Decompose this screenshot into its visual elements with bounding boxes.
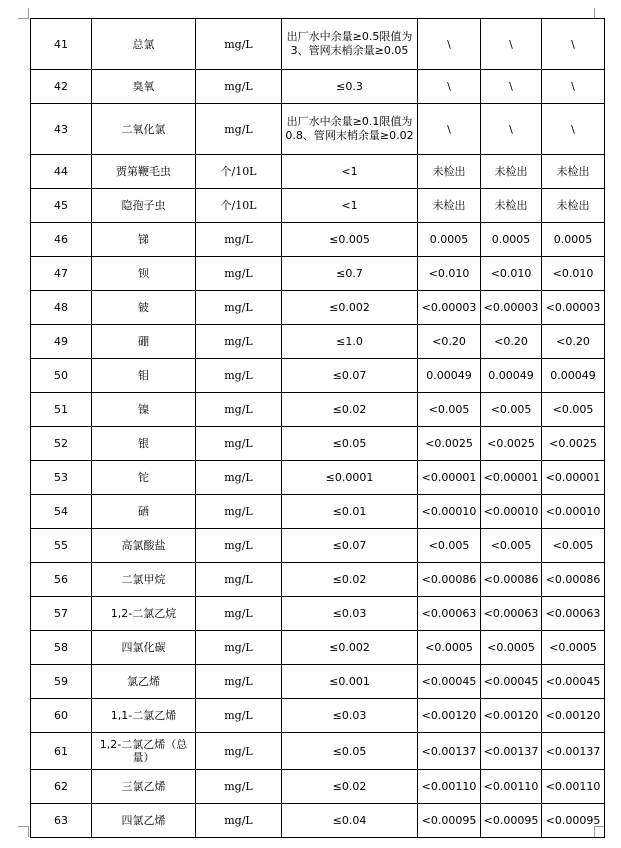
unit-cell: mg/L [196, 804, 282, 838]
result-cell-1: 未检出 [418, 155, 481, 189]
result-cell-1: \ [418, 104, 481, 155]
table-row [31, 563, 605, 597]
result-cell-2: <0.00086 [481, 563, 542, 597]
table-row [31, 665, 605, 699]
unit-cell: mg/L [196, 631, 282, 665]
unit-cell: mg/L [196, 325, 282, 359]
result-cell-1: <0.00110 [418, 770, 481, 804]
limit-cell: <1 [282, 189, 418, 223]
limit-cell: ≤0.02 [282, 770, 418, 804]
indicator-name-cell: 总氯 [92, 19, 196, 70]
table-row [31, 359, 605, 393]
table-row [31, 461, 605, 495]
limit-cell: ≤0.0001 [282, 461, 418, 495]
limit-cell: ≤0.3 [282, 70, 418, 104]
result-cell-2: <0.010 [481, 257, 542, 291]
result-cell-3: <0.00063 [542, 597, 605, 631]
result-cell-1: <0.00010 [418, 495, 481, 529]
result-cell-3: <0.0005 [542, 631, 605, 665]
result-cell-2: <0.00095 [481, 804, 542, 838]
limit-cell: ≤0.04 [282, 804, 418, 838]
table-row [31, 699, 605, 733]
row-number-cell: 58 [31, 631, 92, 665]
indicator-name-cell: 二氯甲烷 [92, 563, 196, 597]
result-cell-3: \ [542, 19, 605, 70]
unit-cell: mg/L [196, 699, 282, 733]
result-cell-1: <0.00120 [418, 699, 481, 733]
result-cell-3: <0.00120 [542, 699, 605, 733]
indicator-name-cell: 1,1-二氯乙烯 [92, 699, 196, 733]
limit-cell: ≤0.002 [282, 291, 418, 325]
unit-cell: mg/L [196, 104, 282, 155]
unit-cell: mg/L [196, 427, 282, 461]
table-body [31, 19, 605, 838]
limit-cell: ≤0.02 [282, 563, 418, 597]
row-number-cell: 57 [31, 597, 92, 631]
table-row [31, 257, 605, 291]
result-cell-3: 0.0005 [542, 223, 605, 257]
indicator-name-cell: 贾第鞭毛虫 [92, 155, 196, 189]
result-cell-3: <0.00001 [542, 461, 605, 495]
table-row [31, 291, 605, 325]
result-cell-3: <0.00095 [542, 804, 605, 838]
result-cell-1: <0.005 [418, 529, 481, 563]
result-cell-3: 未检出 [542, 155, 605, 189]
result-cell-3: \ [542, 70, 605, 104]
table-row [31, 804, 605, 838]
table-row [31, 733, 605, 770]
table-row [31, 631, 605, 665]
table-row [31, 155, 605, 189]
unit-cell: mg/L [196, 19, 282, 70]
indicator-name-cell: 四氯化碳 [92, 631, 196, 665]
table-row [31, 770, 605, 804]
result-cell-3: 未检出 [542, 189, 605, 223]
table-row [31, 70, 605, 104]
unit-cell: 个/10L [196, 155, 282, 189]
row-number-cell: 41 [31, 19, 92, 70]
row-number-cell: 54 [31, 495, 92, 529]
limit-cell: 出厂水中余量≥0.1限值为0.8、管网末梢余量≥0.02 [282, 104, 418, 155]
result-cell-2: \ [481, 104, 542, 155]
indicator-name-cell: 1,2-二氯乙烯（总量） [92, 733, 196, 770]
result-cell-1: <0.00045 [418, 665, 481, 699]
limit-cell: <1 [282, 155, 418, 189]
unit-cell: mg/L [196, 223, 282, 257]
indicator-name-cell: 银 [92, 427, 196, 461]
result-cell-2: 未检出 [481, 155, 542, 189]
indicator-name-cell: 锑 [92, 223, 196, 257]
indicator-name-cell: 钡 [92, 257, 196, 291]
table-row [31, 223, 605, 257]
result-cell-1: \ [418, 70, 481, 104]
result-cell-3: <0.0025 [542, 427, 605, 461]
unit-cell: mg/L [196, 770, 282, 804]
indicator-name-cell: 四氯乙烯 [92, 804, 196, 838]
result-cell-2: <0.20 [481, 325, 542, 359]
row-number-cell: 47 [31, 257, 92, 291]
result-cell-2: <0.005 [481, 393, 542, 427]
row-number-cell: 62 [31, 770, 92, 804]
result-cell-3: <0.00110 [542, 770, 605, 804]
result-cell-1: <0.00137 [418, 733, 481, 770]
table-row [31, 597, 605, 631]
table-row [31, 393, 605, 427]
result-cell-1: 0.00049 [418, 359, 481, 393]
limit-cell: ≤0.05 [282, 733, 418, 770]
result-cell-2: \ [481, 19, 542, 70]
limit-cell: ≤0.002 [282, 631, 418, 665]
result-cell-2: <0.00003 [481, 291, 542, 325]
limit-cell: ≤0.07 [282, 529, 418, 563]
result-cell-1: 0.0005 [418, 223, 481, 257]
result-cell-3: <0.20 [542, 325, 605, 359]
limit-cell: ≤0.05 [282, 427, 418, 461]
indicator-name-cell: 臭氧 [92, 70, 196, 104]
result-cell-1: <0.00086 [418, 563, 481, 597]
result-cell-3: \ [542, 104, 605, 155]
indicator-name-cell: 铍 [92, 291, 196, 325]
table-row [31, 19, 605, 70]
limit-cell: ≤0.001 [282, 665, 418, 699]
row-number-cell: 53 [31, 461, 92, 495]
table-row [31, 325, 605, 359]
unit-cell: mg/L [196, 563, 282, 597]
result-cell-1: <0.20 [418, 325, 481, 359]
row-number-cell: 48 [31, 291, 92, 325]
row-number-cell: 61 [31, 733, 92, 770]
indicator-name-cell: 高氯酸盐 [92, 529, 196, 563]
result-cell-1: \ [418, 19, 481, 70]
result-cell-3: <0.00137 [542, 733, 605, 770]
limit-cell: ≤0.01 [282, 495, 418, 529]
result-cell-1: <0.005 [418, 393, 481, 427]
result-cell-3: <0.00086 [542, 563, 605, 597]
row-number-cell: 51 [31, 393, 92, 427]
water-quality-table [30, 18, 605, 838]
result-cell-1: <0.00003 [418, 291, 481, 325]
result-cell-2: <0.00063 [481, 597, 542, 631]
result-cell-2: <0.00001 [481, 461, 542, 495]
unit-cell: mg/L [196, 461, 282, 495]
result-cell-2: <0.00010 [481, 495, 542, 529]
indicator-name-cell: 镍 [92, 393, 196, 427]
result-cell-2: 0.00049 [481, 359, 542, 393]
result-cell-2: <0.00045 [481, 665, 542, 699]
result-cell-2: <0.00110 [481, 770, 542, 804]
limit-cell: ≤0.005 [282, 223, 418, 257]
result-cell-2: <0.0005 [481, 631, 542, 665]
unit-cell: mg/L [196, 257, 282, 291]
indicator-name-cell: 钼 [92, 359, 196, 393]
row-number-cell: 49 [31, 325, 92, 359]
row-number-cell: 42 [31, 70, 92, 104]
row-number-cell: 46 [31, 223, 92, 257]
unit-cell: mg/L [196, 359, 282, 393]
result-cell-1: <0.0025 [418, 427, 481, 461]
unit-cell: mg/L [196, 291, 282, 325]
corner-mark-top-left [18, 8, 29, 19]
row-number-cell: 55 [31, 529, 92, 563]
unit-cell: mg/L [196, 733, 282, 770]
unit-cell: mg/L [196, 495, 282, 529]
result-cell-3: <0.00010 [542, 495, 605, 529]
result-cell-1: <0.00001 [418, 461, 481, 495]
unit-cell: mg/L [196, 529, 282, 563]
result-cell-2: <0.005 [481, 529, 542, 563]
table-row [31, 495, 605, 529]
corner-mark-bottom-left [18, 826, 29, 837]
row-number-cell: 45 [31, 189, 92, 223]
row-number-cell: 44 [31, 155, 92, 189]
table-row [31, 529, 605, 563]
row-number-cell: 43 [31, 104, 92, 155]
table-row [31, 427, 605, 461]
result-cell-2: <0.00137 [481, 733, 542, 770]
limit-cell: ≤1.0 [282, 325, 418, 359]
result-cell-1: <0.010 [418, 257, 481, 291]
limit-cell: ≤0.02 [282, 393, 418, 427]
indicator-name-cell: 隐孢子虫 [92, 189, 196, 223]
result-cell-2: 0.0005 [481, 223, 542, 257]
result-cell-3: <0.010 [542, 257, 605, 291]
limit-cell: ≤0.7 [282, 257, 418, 291]
row-number-cell: 52 [31, 427, 92, 461]
result-cell-1: <0.00095 [418, 804, 481, 838]
limit-cell: ≤0.03 [282, 597, 418, 631]
row-number-cell: 59 [31, 665, 92, 699]
row-number-cell: 50 [31, 359, 92, 393]
result-cell-1: <0.0005 [418, 631, 481, 665]
indicator-name-cell: 硼 [92, 325, 196, 359]
indicator-name-cell: 1,2-二氯乙烷 [92, 597, 196, 631]
table-row [31, 189, 605, 223]
result-cell-3: <0.005 [542, 529, 605, 563]
result-cell-2: <0.0025 [481, 427, 542, 461]
row-number-cell: 63 [31, 804, 92, 838]
limit-cell: ≤0.07 [282, 359, 418, 393]
unit-cell: 个/10L [196, 189, 282, 223]
unit-cell: mg/L [196, 393, 282, 427]
unit-cell: mg/L [196, 665, 282, 699]
indicator-name-cell: 三氯乙烯 [92, 770, 196, 804]
result-cell-2: 未检出 [481, 189, 542, 223]
indicator-name-cell: 氯乙烯 [92, 665, 196, 699]
indicator-name-cell: 硒 [92, 495, 196, 529]
row-number-cell: 56 [31, 563, 92, 597]
result-cell-3: <0.00003 [542, 291, 605, 325]
result-cell-2: <0.00120 [481, 699, 542, 733]
indicator-name-cell: 二氧化氯 [92, 104, 196, 155]
unit-cell: mg/L [196, 597, 282, 631]
unit-cell: mg/L [196, 70, 282, 104]
result-cell-3: 0.00049 [542, 359, 605, 393]
limit-cell: 出厂水中余量≥0.5限值为3、管网末梢余量≥0.05 [282, 19, 418, 70]
row-number-cell: 60 [31, 699, 92, 733]
result-cell-1: 未检出 [418, 189, 481, 223]
table-row [31, 104, 605, 155]
indicator-name-cell: 铊 [92, 461, 196, 495]
result-cell-3: <0.005 [542, 393, 605, 427]
limit-cell: ≤0.03 [282, 699, 418, 733]
result-cell-3: <0.00045 [542, 665, 605, 699]
result-cell-1: <0.00063 [418, 597, 481, 631]
result-cell-2: \ [481, 70, 542, 104]
